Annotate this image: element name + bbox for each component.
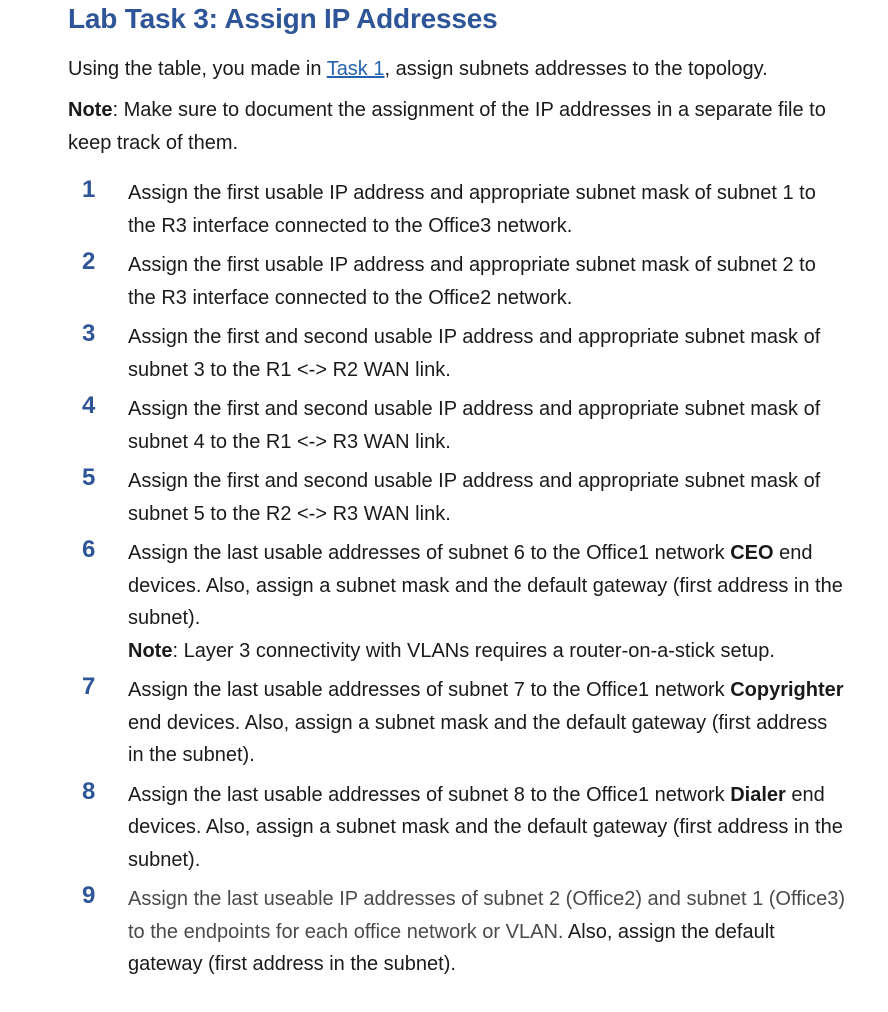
list-item-text-before: Assign the last usable addresses of subnet 7 to the Office1 network <box>128 679 731 701</box>
list-item-bold-term: Dialer <box>730 783 786 806</box>
intro-text-before: Using the table, you made in <box>68 58 327 80</box>
list-item-text: Assign the first and second usable IP address and appropriate subnet mask of subnet 5 to the R2 <-> R3 WAN link. <box>128 470 821 525</box>
task-1-link[interactable]: Task 1 <box>326 58 385 80</box>
list-item <box>68 674 848 772</box>
list-item-text: Assign the first and second usable IP address and appropriate subnet mask of subnet 4 to the R1 <-> R3 WAN link. <box>128 398 821 453</box>
list-item-number: 5 <box>82 464 96 491</box>
list-item-bold-term: CEO <box>730 542 774 564</box>
list-item <box>68 249 848 314</box>
list-item-number: 3 <box>82 320 96 347</box>
note-label: Note <box>68 99 113 121</box>
list-item <box>68 393 848 458</box>
list-item-text-after: end devices. Also, assign a subnet mask and the default gateway (first address in the subnet). <box>128 783 843 871</box>
list-item-text-dark: Also, assign the default gateway (first address in the subnet). <box>128 920 775 975</box>
document-page <box>68 0 848 988</box>
list-item-text-before: Assign the last usable addresses of subnet 8 to the Office1 network <box>128 783 731 806</box>
list-item <box>68 779 848 877</box>
list-item-number: 8 <box>82 777 96 805</box>
list-item-text: Assign the first usable IP address and appropriate subnet mask of subnet 1 to the R3 interface connected to the Office3 network. <box>128 182 816 237</box>
list-item-text-after: end devices. Also, assign a subnet mask and the default gateway (first address in the subnet). <box>128 542 843 629</box>
list-item-note-label: Note <box>128 639 173 662</box>
list-item-number: 4 <box>82 392 96 419</box>
intro-text-after: , assign subnets addresses to the topology. <box>384 58 768 80</box>
list-item <box>68 537 848 667</box>
page-title: Lab Task 3: Assign IP Addresses <box>68 3 498 34</box>
list-item-bold-term: Copyrighter <box>730 679 844 701</box>
list-item-number: 9 <box>82 882 96 909</box>
list-item-number: 7 <box>82 673 96 700</box>
list-item-text: Assign the first and second usable IP address and appropriate subnet mask of subnet 3 to the R1 <-> R2 WAN link. <box>128 326 821 381</box>
list-item <box>68 321 848 386</box>
list-item-note <box>128 635 848 668</box>
list-item-number: 2 <box>82 248 96 275</box>
note-paragraph <box>68 94 848 160</box>
list-item-text-grey: Assign the last useable IP addresses of subnet 2 (Office2) and subnet 1 (Office3) to the endpoints for each office network or VLAN. <box>128 888 846 943</box>
note-text: : Make sure to document the assignment of the IP addresses in a separate file to keep track of them. <box>68 99 826 154</box>
list-item <box>68 465 848 530</box>
list-item <box>68 177 848 242</box>
list-item <box>68 883 848 981</box>
task-list <box>68 177 848 981</box>
list-item-text-after: end devices. Also, assign a subnet mask and the default gateway (first address in the subnet). <box>128 711 828 766</box>
list-item-text-before: Assign the last usable addresses of subnet 6 to the Office1 network <box>128 542 731 564</box>
intro-paragraph <box>68 53 848 85</box>
list-item-number: 6 <box>82 536 96 563</box>
list-item-note-text: : Layer 3 connectivity with VLANs requires a router-on-a-stick setup. <box>172 639 775 662</box>
list-item-text: Assign the first usable IP address and appropriate subnet mask of subnet 2 to the R3 interface connected to the Office2 network. <box>128 254 816 309</box>
list-item-number: 1 <box>82 176 96 203</box>
